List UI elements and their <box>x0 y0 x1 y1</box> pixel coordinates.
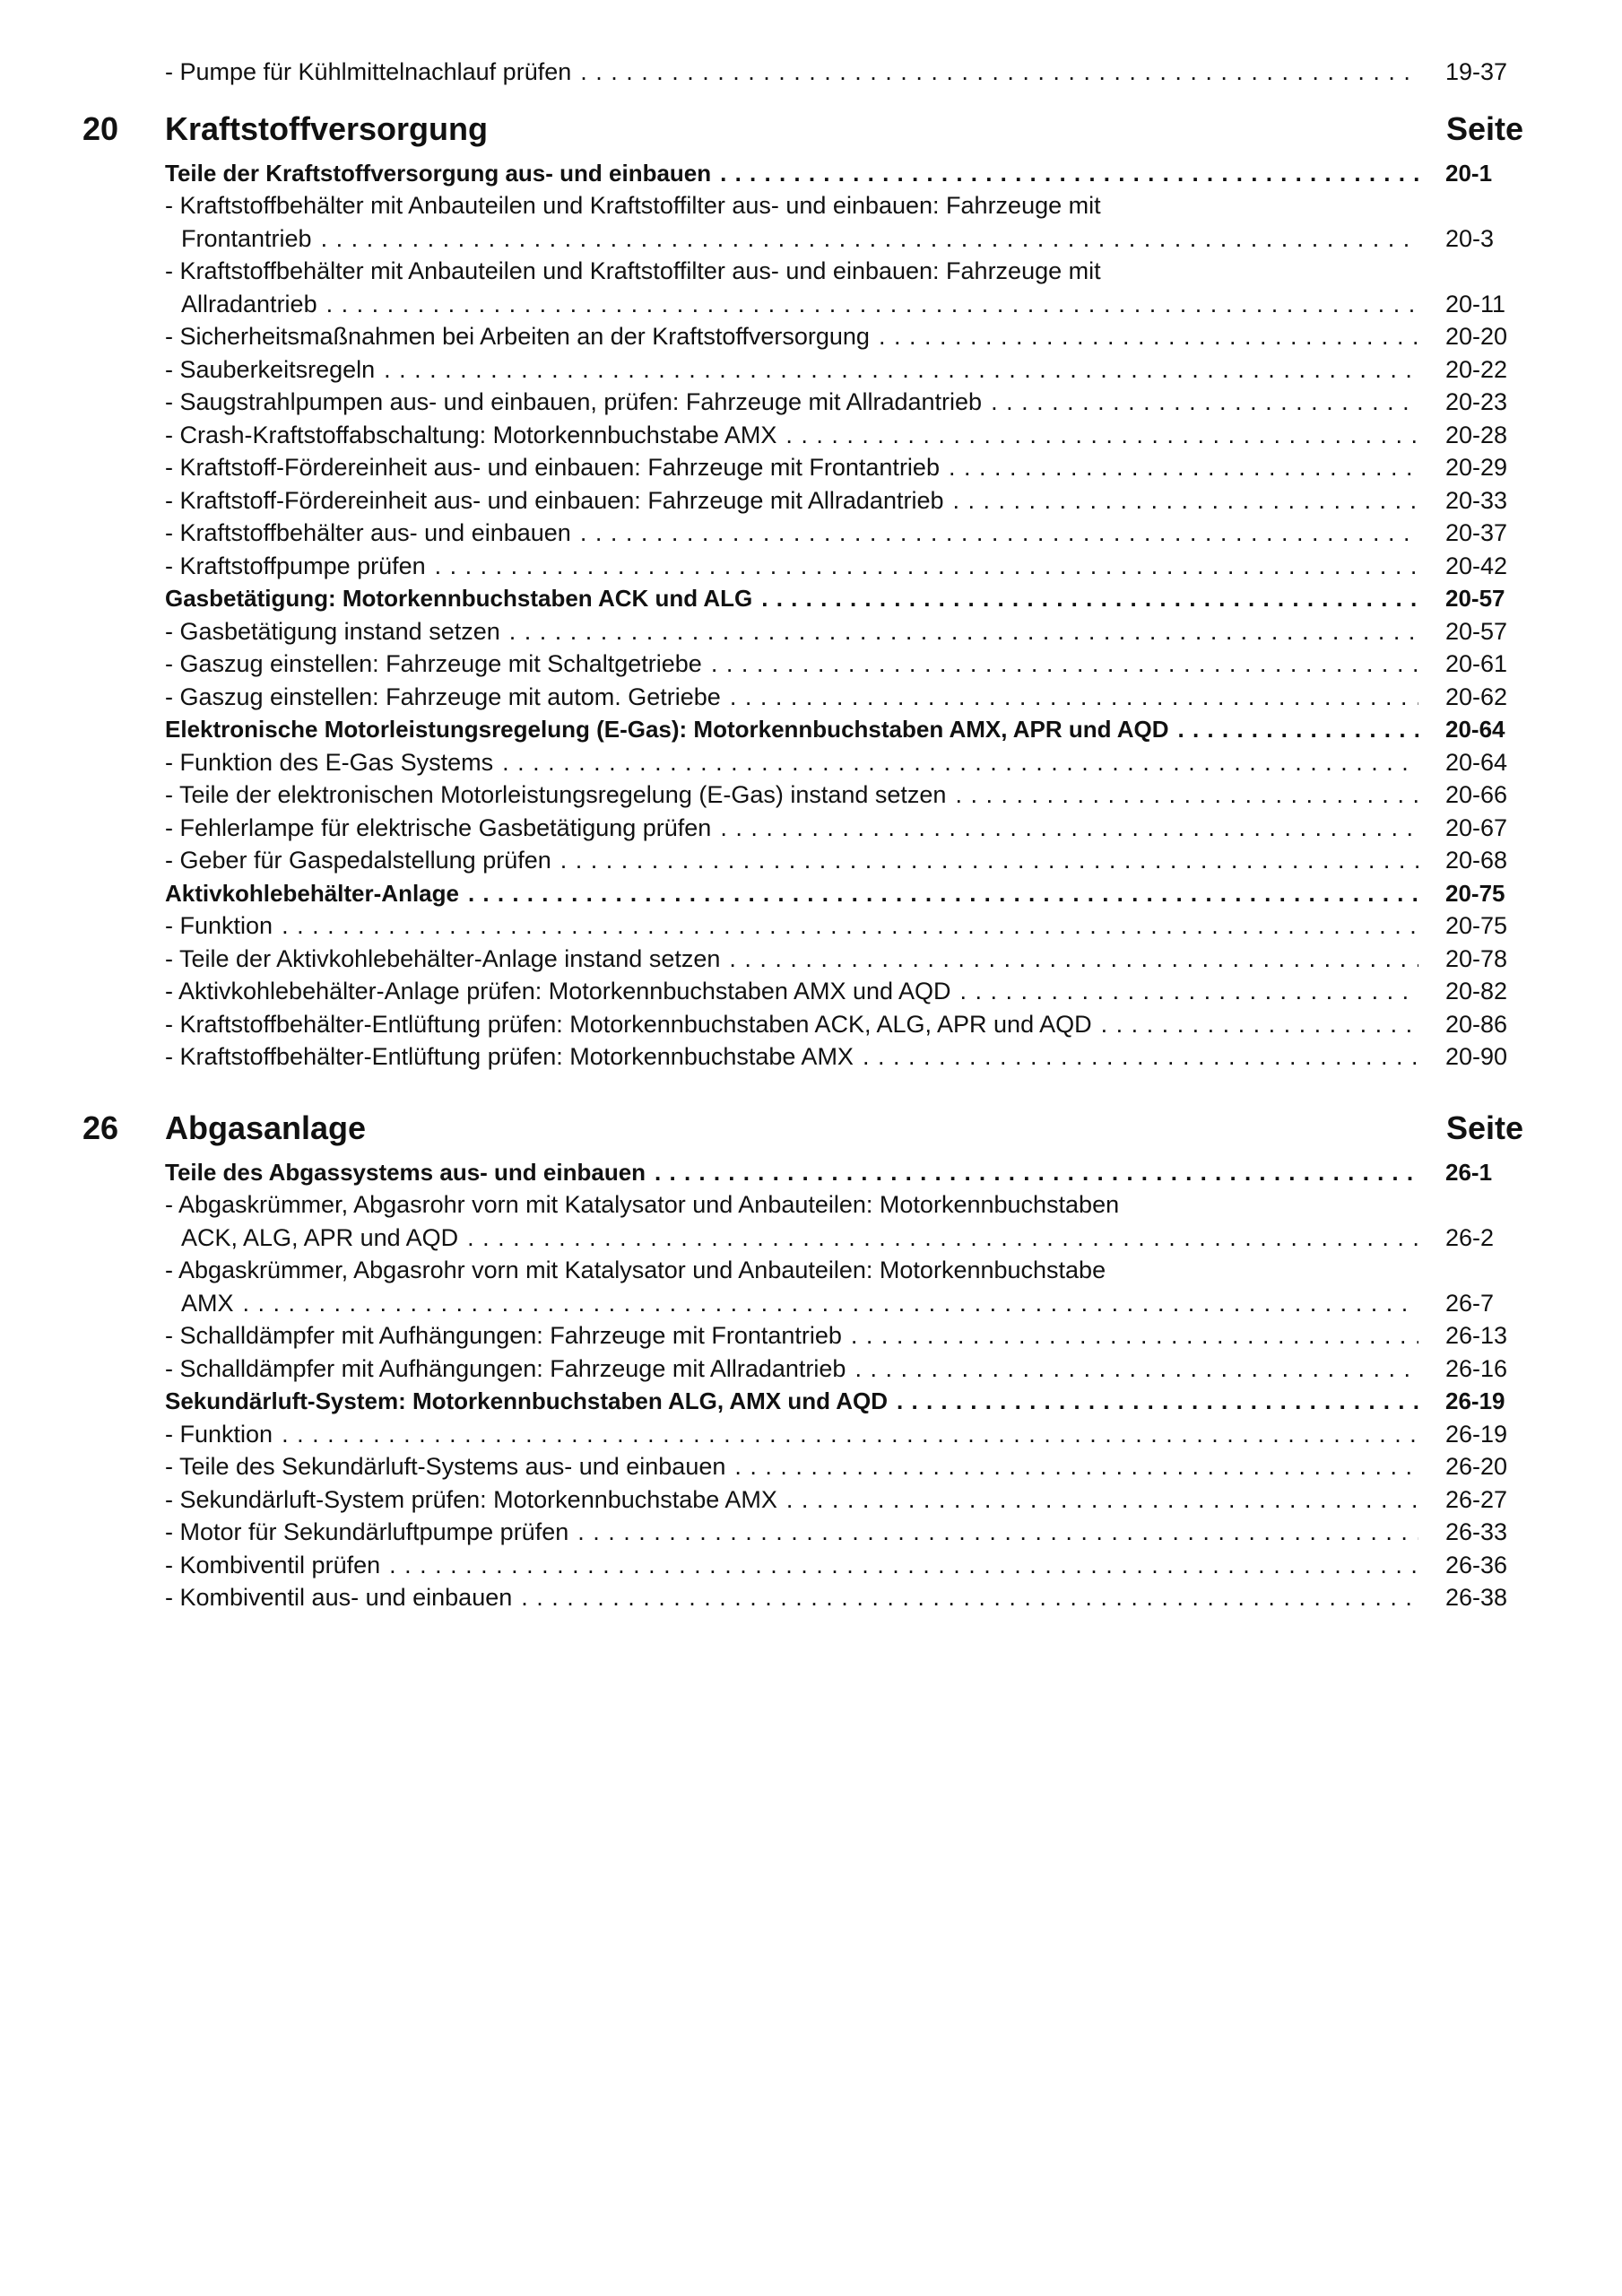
toc-entry-page: 20-86 <box>1445 1010 1508 1038</box>
toc-entry[interactable] <box>82 681 1531 714</box>
section-heading <box>82 1100 1531 1156</box>
toc-entry[interactable] <box>82 746 1531 779</box>
toc-entry-page: 20-37 <box>1445 519 1508 546</box>
toc-entry-page: 20-23 <box>1445 388 1508 415</box>
toc-entry-text: Gasbetätigung: Motorkennbuchstaben ACK und ALG . . . <box>165 582 1418 615</box>
toc-entry[interactable] <box>82 1040 1531 1074</box>
toc-entry-page: 20-75 <box>1445 879 1505 907</box>
toc-entry-text: - Kraftstoff-Fördereinheit aus- und einbauen: Fahrzeuge mit Allradantrieb . . . <box>165 484 1418 517</box>
toc-entry[interactable] <box>82 909 1531 943</box>
toc-entry[interactable] <box>82 517 1531 550</box>
toc-entry-text: Teile des Abgassystems aus- und einbauen . . . <box>165 1156 1418 1189</box>
toc-entry-page: 26-27 <box>1445 1485 1508 1513</box>
toc-entry-text: Sekundärluft-System: Motorkennbuchstaben ALG, AMX und AQD . . . <box>165 1385 1418 1418</box>
toc-entry-page: 20-33 <box>1445 486 1508 514</box>
toc-entry-text: - Motor für Sekundärluftpumpe prüfen . . . <box>165 1516 1418 1549</box>
toc-entry-page: 20-1 <box>1445 159 1493 187</box>
toc-entry-text: - Sauberkeitsregeln . . . <box>165 353 1418 387</box>
toc-entry-text: - Saugstrahlpumpen aus- und einbauen, prüfen: Fahrzeuge mit Allradantrieb . . . <box>165 386 1418 419</box>
toc-entry[interactable] <box>82 1549 1531 1582</box>
toc-entry-text: - Crash-Kraftstoffabschaltung: Motorkennbuchstabe AMX . . . <box>165 419 1418 452</box>
toc-entry-text: - Teile des Sekundärluft-Systems aus- und einbauen . . . <box>165 1450 1418 1483</box>
toc-entry-text: - Kraftstoffbehälter-Entlüftung prüfen: Motorkennbuchstaben ACK, ALG, APR und AQD . . . <box>165 1008 1418 1041</box>
toc-entry-page: 20-11 <box>1445 290 1506 317</box>
toc-entry[interactable] <box>82 975 1531 1008</box>
toc-entry[interactable] <box>82 288 1531 321</box>
toc-entry[interactable] <box>82 615 1531 648</box>
toc-group-heading[interactable] <box>82 877 1531 910</box>
toc-entry-text: - Geber für Gaspedalstellung prüfen . . . <box>165 844 1418 877</box>
toc-entry-text: - Fehlerlampe für elektrische Gasbetätigung prüfen . . . <box>165 812 1418 845</box>
toc-entry[interactable] <box>82 222 1531 256</box>
toc-entry-page: 20-20 <box>1445 323 1508 350</box>
toc-entry-page: 19-37 <box>1445 58 1508 85</box>
toc-entry[interactable] <box>82 484 1531 517</box>
toc-entry-page: 20-82 <box>1445 978 1508 1004</box>
toc-entry[interactable] <box>82 844 1531 877</box>
toc-entry[interactable] <box>82 386 1531 419</box>
toc-entry-text: - Kraftstoffbehälter-Entlüftung prüfen: Motorkennbuchstabe AMX . . . <box>165 1040 1418 1074</box>
table-of-contents <box>82 56 1531 1614</box>
toc-group-heading[interactable] <box>82 157 1531 190</box>
toc-entry[interactable] <box>82 648 1531 681</box>
toc-entry-page: 20-75 <box>1445 912 1508 939</box>
toc-entry[interactable] <box>82 1581 1531 1614</box>
section-number: 26 <box>82 1109 119 1146</box>
toc-entry[interactable] <box>82 451 1531 484</box>
toc-entry-page: 20-61 <box>1445 650 1508 677</box>
toc-entry-page: 26-38 <box>1445 1584 1508 1611</box>
toc-entry-text: - Kombiventil prüfen . . . <box>165 1549 1418 1582</box>
toc-entry-page: 26-7 <box>1445 1289 1495 1317</box>
toc-entry[interactable] <box>82 943 1531 976</box>
toc-entry-text: Elektronische Motorleistungsregelung (E-Gas): Motorkennbuchstaben AMX, APR und AQD . . . <box>165 713 1418 746</box>
toc-entry-text: - Abgaskrümmer, Abgasrohr vorn mit Katalysator und Anbauteilen: Motorkennbuchstaben <box>165 1191 1120 1218</box>
toc-entry[interactable] <box>82 419 1531 452</box>
toc-entry[interactable] <box>82 812 1531 845</box>
toc-entry-text: - Aktivkohlebehälter-Anlage prüfen: Motorkennbuchstaben AMX und AQD . . . <box>165 975 1418 1008</box>
toc-entry[interactable] <box>82 353 1531 387</box>
toc-entry-text: - Abgaskrümmer, Abgasrohr vorn mit Katalysator und Anbauteilen: Motorkennbuchstabe <box>165 1257 1106 1283</box>
toc-entry-text: - Gaszug einstellen: Fahrzeuge mit Schaltgetriebe . . . <box>165 648 1418 681</box>
toc-entry-page: 20-57 <box>1445 585 1505 612</box>
toc-entry[interactable] <box>82 320 1531 353</box>
section-title: Abgasanlage <box>165 1109 367 1146</box>
toc-entry-page: 20-3 <box>1445 224 1495 252</box>
toc-entry-page: 26-36 <box>1445 1551 1508 1578</box>
toc-entry-text: - Teile der Aktivkohlebehälter-Anlage instand setzen . . . <box>165 943 1418 976</box>
toc-entry[interactable] <box>82 1222 1531 1255</box>
toc-entry-page: 20-68 <box>1445 847 1508 874</box>
section-title: Kraftstoffversorgung <box>165 109 489 147</box>
section-spacer <box>82 1074 1531 1100</box>
toc-entry-text: Frontantrieb . . . <box>181 222 1418 256</box>
toc-entry-page: 20-66 <box>1445 781 1508 808</box>
toc-entry[interactable] <box>82 1188 1531 1222</box>
toc-entry-text: - Kraftstoff-Fördereinheit aus- und einbauen: Fahrzeuge mit Frontantrieb . . . <box>165 451 1418 484</box>
toc-entry-page: 20-22 <box>1445 355 1508 383</box>
toc-entry-page: 20-28 <box>1445 421 1508 448</box>
toc-entry-text: Aktivkohlebehälter-Anlage . . . <box>165 877 1418 910</box>
toc-entry[interactable] <box>82 1418 1531 1451</box>
toc-entry-text: - Schalldämpfer mit Aufhängungen: Fahrzeuge mit Frontantrieb . . . <box>165 1319 1418 1352</box>
toc-group-heading[interactable] <box>82 582 1531 615</box>
toc-entry-text: - Kraftstoffbehälter mit Anbauteilen und Kraftstoffilter aus- und einbauen: Fahrzeuge mit <box>165 257 1101 284</box>
toc-entry-page: 20-64 <box>1445 748 1508 776</box>
toc-entry-text: ACK, ALG, APR und AQD . . . <box>181 1222 1418 1255</box>
toc-entry-text: - Teile der elektronischen Motorleistungsregelung (E-Gas) instand setzen . . . <box>165 778 1418 812</box>
toc-entry-page: 20-42 <box>1445 552 1508 579</box>
toc-entry-text: - Kraftstoffbehälter mit Anbauteilen und Kraftstoffilter aus- und einbauen: Fahrzeuge mit <box>165 192 1101 219</box>
toc-entry-text: - Kraftstoffbehälter aus- und einbauen . . . <box>165 517 1418 550</box>
section-heading <box>82 101 1531 157</box>
toc-entry[interactable] <box>82 1254 1531 1287</box>
toc-entry-text: - Funktion . . . <box>165 909 1418 943</box>
toc-entry[interactable] <box>82 550 1531 583</box>
toc-entry-page: 26-19 <box>1445 1387 1505 1414</box>
toc-entry[interactable] <box>82 1319 1531 1352</box>
toc-entry[interactable] <box>82 1287 1531 1320</box>
toc-entry-text: - Sekundärluft-System prüfen: Motorkennbuchstabe AMX . . . <box>165 1483 1418 1517</box>
toc-entry-page: 26-2 <box>1445 1223 1495 1251</box>
toc-entry-text: Teile der Kraftstoffversorgung aus- und einbauen . . . <box>165 157 1418 190</box>
toc-entry[interactable] <box>82 189 1531 222</box>
toc-entry-page: 20-64 <box>1445 716 1505 743</box>
toc-entry[interactable] <box>82 1483 1531 1517</box>
toc-entry-text: - Gasbetätigung instand setzen . . . <box>165 615 1418 648</box>
toc-entry-text: - Sicherheitsmaßnahmen bei Arbeiten an der Kraftstoffversorgung . . . <box>165 320 1418 353</box>
toc-entry-text: - Kraftstoffpumpe prüfen . . . <box>165 550 1418 583</box>
toc-entry-text: Allradantrieb . . . <box>181 288 1418 321</box>
toc-entry-text: - Gaszug einstellen: Fahrzeuge mit autom. Getriebe . . . <box>165 681 1418 714</box>
toc-entry-page: 20-90 <box>1445 1043 1508 1070</box>
section-number: 20 <box>82 109 119 147</box>
toc-entry-page: 26-16 <box>1445 1354 1508 1382</box>
toc-entry-text: - Funktion des E-Gas Systems . . . <box>165 746 1418 779</box>
toc-entry[interactable] <box>82 1450 1531 1483</box>
toc-entry-page: 26-1 <box>1445 1158 1493 1186</box>
toc-entry-text: - Funktion . . . <box>165 1418 1418 1451</box>
toc-entry-page: 20-78 <box>1445 944 1508 972</box>
toc-entry-page: 20-67 <box>1445 813 1508 841</box>
toc-entry-page: 20-62 <box>1445 683 1508 710</box>
toc-entry-page: 26-19 <box>1445 1420 1508 1448</box>
toc-group-heading[interactable] <box>82 1385 1531 1418</box>
toc-entry[interactable] <box>82 1008 1531 1041</box>
toc-entry-page: 26-20 <box>1445 1453 1508 1480</box>
toc-entry-text: AMX . . . <box>181 1287 1418 1320</box>
toc-entry-text: - Kombiventil aus- und einbauen . . . <box>165 1581 1418 1614</box>
section-page-label: Seite <box>1445 1109 1523 1146</box>
toc-entry-page: 20-29 <box>1445 454 1508 481</box>
toc-entry-page: 20-57 <box>1445 617 1508 645</box>
toc-entry-page: 26-13 <box>1445 1322 1508 1349</box>
toc-entry[interactable] <box>82 1516 1531 1549</box>
toc-entry[interactable] <box>82 778 1531 812</box>
section-page-label: Seite <box>1445 109 1523 147</box>
toc-entry-top[interactable] <box>82 56 1531 89</box>
toc-group-heading[interactable] <box>82 1156 1531 1189</box>
toc-entry-text: - Pumpe für Kühlmittelnachlauf prüfen . . . <box>165 56 1418 89</box>
toc-entry-text: - Schalldämpfer mit Aufhängungen: Fahrzeuge mit Allradantrieb . . . <box>165 1352 1418 1386</box>
toc-entry[interactable] <box>82 255 1531 288</box>
toc-group-heading[interactable] <box>82 713 1531 746</box>
toc-entry-page: 26-33 <box>1445 1518 1508 1545</box>
section-spacer <box>82 89 1531 101</box>
toc-entry[interactable] <box>82 1352 1531 1386</box>
